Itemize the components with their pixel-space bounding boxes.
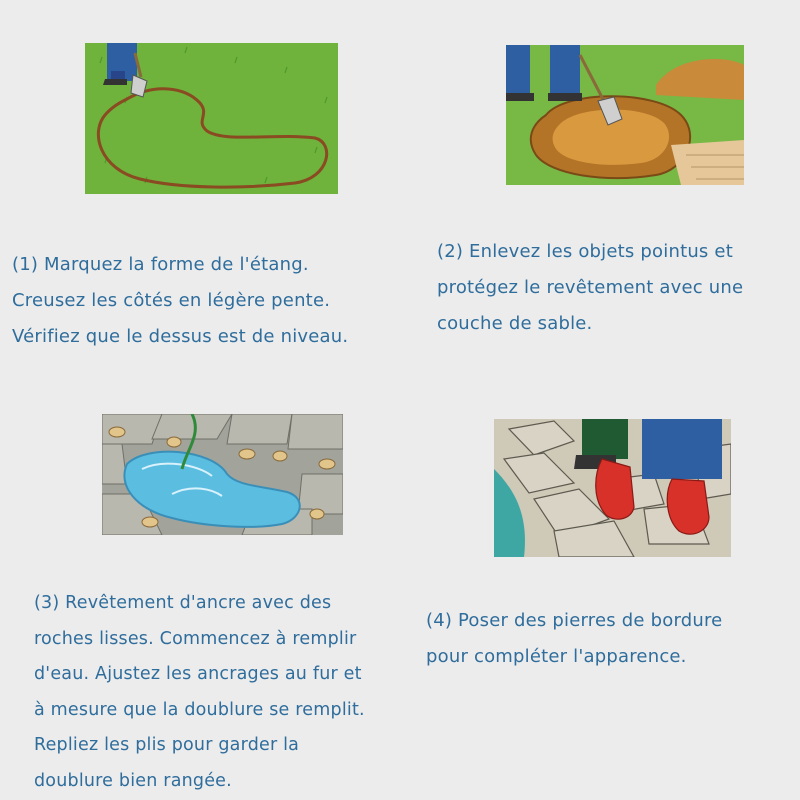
step-3-line: d'eau. Ajustez les ancrages au fur et <box>34 664 362 684</box>
digging-pond-illustration <box>506 45 744 185</box>
step-3-text <box>34 586 365 799</box>
step-4-line: pour compléter l'apparence. <box>426 646 687 667</box>
step-4-text <box>426 603 722 675</box>
step-2-line: couche de sable. <box>437 313 593 334</box>
step-1-illustration <box>85 43 338 194</box>
step-1-line: Creusez les côtés en légère pente. <box>12 290 331 311</box>
step-4-line: (4) Poser des pierres de bordure <box>426 610 723 631</box>
filling-pond-illustration <box>102 414 343 535</box>
step-3-line: doublure bien rangée. <box>34 770 232 791</box>
step-2-illustration <box>506 45 744 185</box>
step-1-text <box>12 247 348 355</box>
step-1-line: (1) Marquez la forme de l'étang. <box>12 254 309 275</box>
step-3-line: à mesure que la doublure se remplit. <box>34 699 365 720</box>
step-2-text <box>437 234 743 342</box>
step-3-line: (3) Revêtement d'ancre avec des <box>34 593 332 613</box>
step-1-line: Vérifiez que le dessus est de niveau. <box>12 326 349 347</box>
step-2-line: (2) Enlevez les objets pointus et <box>437 241 733 262</box>
placing-edging-stones-illustration <box>494 419 731 557</box>
step-2-line: protégez le revêtement avec une <box>437 277 744 298</box>
step-3-illustration <box>102 414 343 535</box>
step-3-line: Repliez les plis pour garder la <box>34 735 300 755</box>
marking-pond-outline-illustration <box>85 43 338 194</box>
step-4-illustration <box>494 419 731 557</box>
step-3-line: roches lisses. Commencez à remplir <box>34 628 357 649</box>
